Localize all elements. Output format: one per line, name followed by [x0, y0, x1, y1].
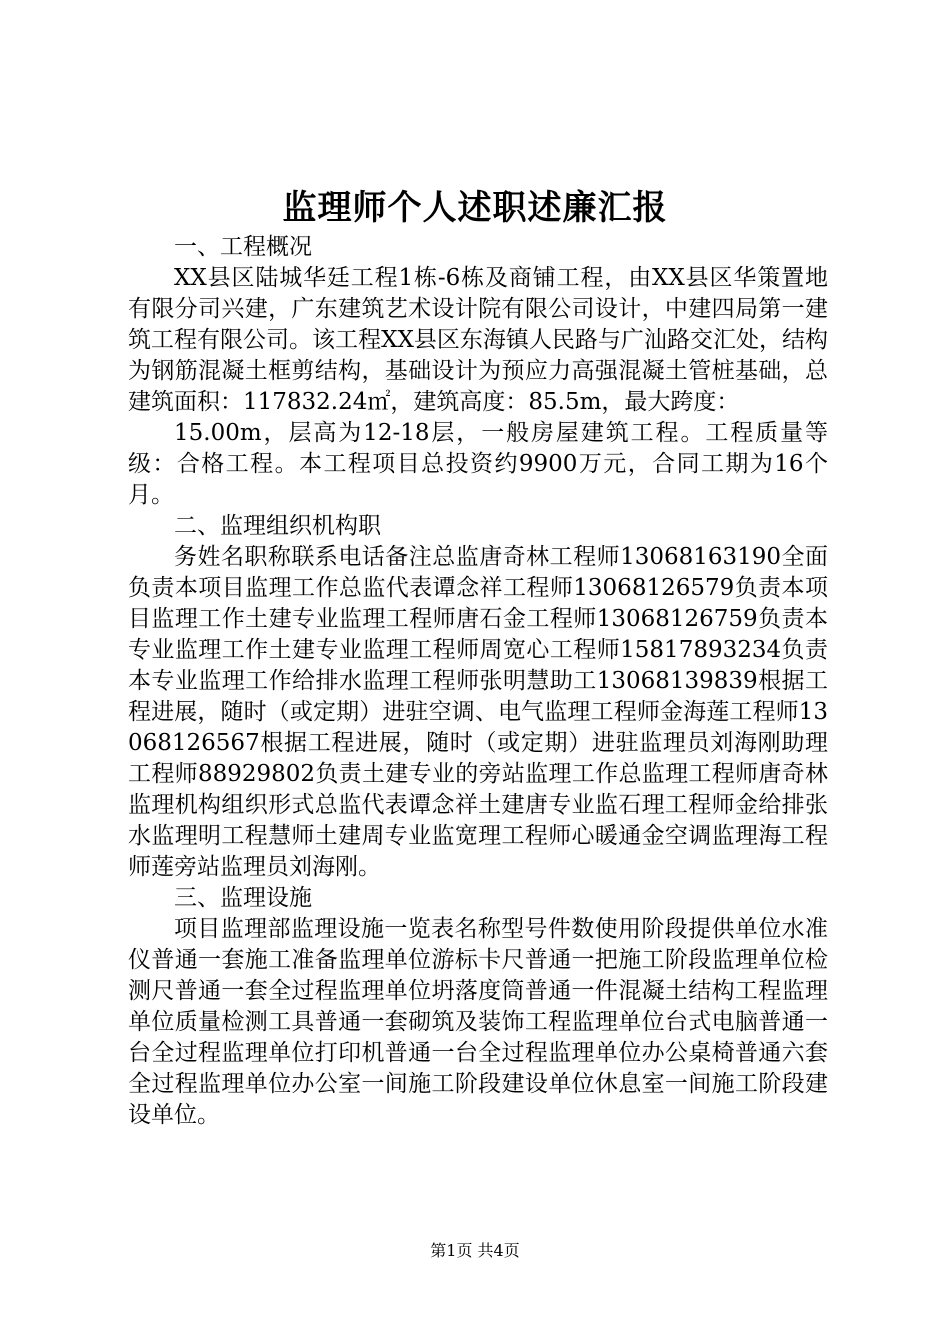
section-heading-facilities: 三、监理设施 [174, 885, 312, 911]
section-heading-organization: 二、监理组织机构职 [174, 513, 381, 539]
paragraph-organization-staff: 务姓名职称联系电话备注总监唐奇林工程师13068163190全面负责本项目监理工作总监代表谭念祥工程师13068126579负责本项目监理工作土建专业监理工程师唐石金工程师13068126759负责本专业监理工作土建专业监理工程师周宽心工程师15817893234负责本专业监理工作给排水监理工程师张明慧助工13068139839根据工程进展，随时（或定期）进驻空调、电气监理工程师金海莲工程师13068126567根据工程进展，随时（或定期）进驻监理员刘海刚助理工程师88929802负责土建专业的旁站监理工作总监理工程师唐奇林监理机构组织形式总监代表谭念祥土建唐专业监石理工程师金给排张水监理明工程慧师土建周专业监宽理工程师心暖通金空调监理海工程师莲旁站监理员刘海刚。 [128, 544, 828, 880]
section-heading-overview: 一、工程概况 [174, 234, 312, 260]
paragraph-project-scale: 15.00m，层高为12-18层，一般房屋建筑工程。工程质量等级：合格工程。本工程项目总投资约9900万元，合同工期为16个月。 [128, 420, 828, 508]
paragraph-facilities-list: 项目监理部监理设施一览表名称型号件数使用阶段提供单位水准仪普通一套施工准备监理单位游标卡尺普通一把施工阶段监理单位检测尺普通一套全过程监理单位坍落度筒普通一件混凝土结构工程监理单位质量检测工具普通一套砌筑及装饰工程监理单位台式电脑普通一台全过程监理单位打印机普通一台全过程监理单位办公桌椅普通六套全过程监理单位办公室一间施工阶段建设单位休息室一间施工阶段建设单位。 [128, 916, 828, 1128]
page-footer: 第1页 共4页 [430, 1241, 520, 1260]
paragraph-project-description: XX县区陆城华廷工程1栋-6栋及商铺工程，由XX县区华策置地有限分司兴建，广东建筑艺术设计院有限公司设计，中建四局第一建筑工程有限公司。该工程XX县区东海镇人民路与广汕路交汇处，结构为钢筋混凝土框剪结构，基础设计为预应力高强混凝土管桩基础，总建筑面积：117832.24㎡，建筑高度：85.5m，最大跨度： [128, 265, 828, 415]
document-title: 监理师个人述职述廉汇报 [282, 188, 668, 228]
document-body [128, 232, 828, 1131]
